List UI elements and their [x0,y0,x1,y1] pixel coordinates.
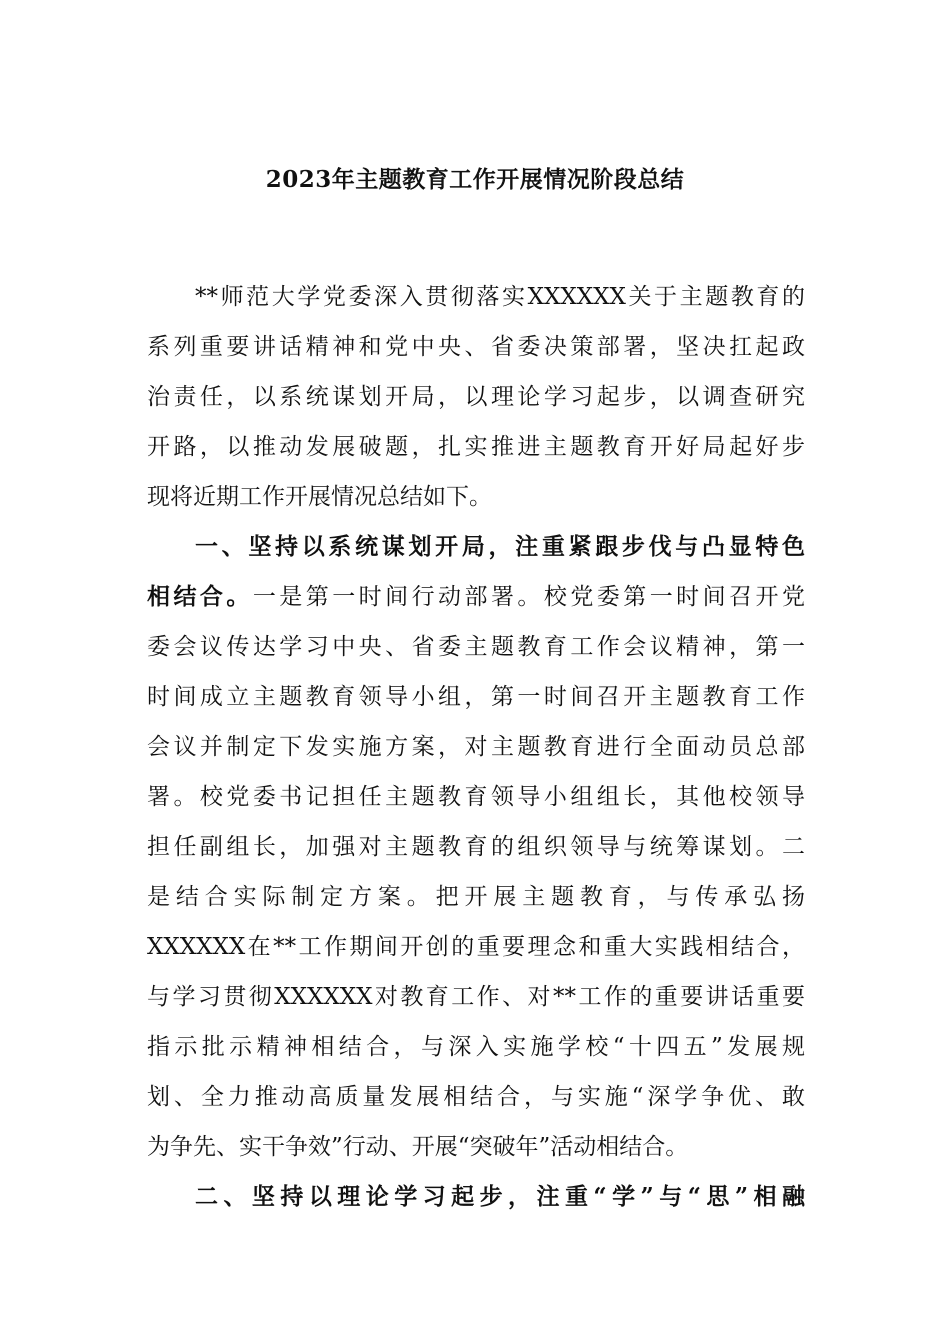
text-run: 是结合实际制定方案。把开展主题教育，与传承弘扬 [147,884,805,910]
text-run: **师范大学党委深入贯彻落实XXXXXX关于主题教育的 [195,284,805,310]
text-run: 开路，以推动发展破题，扎实推进主题教育开好局起好步 [147,434,805,460]
text-run: 为争先、实干争效”行动、开展“突破年”活动相结合。 [147,1134,689,1160]
paragraph-line [147,972,805,1022]
paragraph-line [147,572,805,622]
section-heading-2 [195,1172,805,1222]
text-run: 一是第一时间行动部署。校党委第一时间召开党 [252,584,805,610]
paragraph-line [147,322,805,372]
paragraph-line [147,472,805,522]
section-heading-1 [195,522,805,572]
paragraph-line [147,822,805,872]
text-run: 指示批示精神相结合，与深入实施学校“十四五”发展规 [147,1034,805,1060]
text-run: 系列重要讲话精神和党中央、省委决策部署，坚决扛起政 [147,334,805,360]
paragraph-line [147,922,805,972]
text-run: 划、全力推动高质量发展相结合，与实施“深学争优、敢 [147,1084,805,1110]
text-run: 治责任，以系统谋划开局，以理论学习起步，以调查研究 [147,384,805,410]
paragraph-line [147,722,805,772]
text-run: XXXXXX在**工作期间开创的重要理念和重大实践相结合， [147,934,805,960]
paragraph-line [147,772,805,822]
text-run: 与学习贯彻XXXXXX对教育工作、对**工作的重要讲话重要 [147,984,805,1010]
paragraph-line [147,1122,805,1172]
text-run: 会议并制定下发实施方案，对主题教育进行全面动员总部 [147,734,805,760]
paragraph-line [147,1072,805,1122]
text-run: 时间成立主题教育领导小组，第一时间召开主题教育工作 [147,684,805,710]
text-run: 委会议传达学习中央、省委主题教育工作会议精神，第一 [147,634,805,660]
text-run: 署。校党委书记担任主题教育领导小组组长，其他校领导 [147,784,805,810]
heading-run: 一、坚持以系统谋划开局，注重紧跟步伐与凸显特色 [195,533,805,560]
heading-run: 相结合。 [147,583,253,610]
heading-run: 二、坚持以理论学习起步，注重“学”与“思”相融 [195,1183,805,1210]
text-run: 担任副组长，加强对主题教育的组织领导与统筹谋划。二 [147,834,805,860]
paragraph-line [147,372,805,422]
text-run: 现将近期工作开展情况总结如下。 [147,484,492,510]
paragraph-line [147,872,805,922]
paragraph-line [147,622,805,672]
paragraph-line [147,422,805,472]
paragraph-line [147,672,805,722]
document-title: 2023年主题教育工作开展情况阶段总结 [265,166,685,193]
paragraph-line [147,1022,805,1072]
paragraph-line [195,272,805,322]
